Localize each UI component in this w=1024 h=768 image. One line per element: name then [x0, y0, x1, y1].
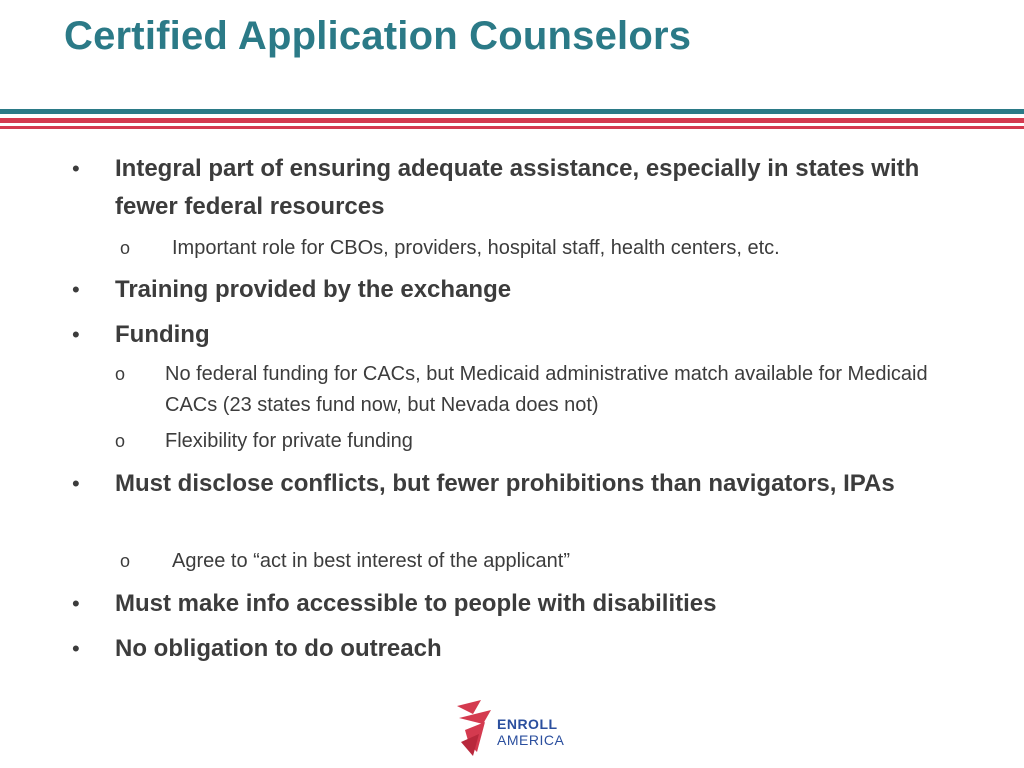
sub-bullet-item — [120, 233, 992, 264]
logo-text-line2: AMERICA — [497, 732, 565, 748]
sub-bullet-item — [120, 546, 992, 577]
bullet-text: Integral part of ensuring adequate assistance, especially in states with fewer federal resources — [115, 155, 920, 220]
bullet-marker: • — [72, 156, 80, 181]
sub-bullet-text: Agree to “act in best interest of the applicant” — [172, 550, 570, 572]
bullet-item — [72, 465, 975, 503]
sub-bullet-text: Important role for CBOs, providers, hospital staff, health centers, etc. — [172, 237, 780, 259]
bullet-text: Training provided by the exchange — [115, 276, 512, 303]
sub-bullet-marker: o — [115, 431, 126, 451]
sub-bullet-marker: o — [115, 364, 126, 384]
bullet-marker: • — [72, 277, 80, 302]
bullet-marker: • — [72, 591, 80, 616]
bullet-item — [72, 630, 975, 668]
sub-bullet-item — [115, 426, 985, 457]
sub-bullet-marker: o — [120, 551, 131, 571]
bullet-item — [72, 316, 975, 354]
bullet-marker: • — [72, 322, 80, 347]
sub-bullet-text: No federal funding for CACs, but Medicaid administrative match available for Medicaid CACs (23 states fund now, but Nevada does not) — [165, 363, 928, 416]
bullet-text: Must disclose conflicts, but fewer prohibitions than navigators, IPAs — [115, 470, 895, 497]
slide-title: Certified Application Counselors — [64, 14, 692, 58]
bullet-text: No obligation to do outreach — [115, 635, 442, 662]
sub-bullet-item — [115, 359, 985, 421]
bullet-marker: • — [72, 471, 80, 496]
bullet-text: Funding — [115, 321, 210, 348]
bullet-item — [72, 271, 975, 309]
sub-bullet-text: Flexibility for private funding — [165, 430, 413, 452]
bullet-text: Must make info accessible to people with disabilities — [115, 590, 717, 617]
star-stripe-icon — [455, 700, 497, 758]
bullet-item — [72, 585, 975, 623]
enroll-america-logo — [455, 700, 575, 758]
bullet-marker: • — [72, 636, 80, 661]
sub-bullet-marker: o — [120, 238, 131, 258]
logo-text-line1: ENROLL — [497, 716, 558, 732]
bullet-item — [72, 150, 975, 226]
